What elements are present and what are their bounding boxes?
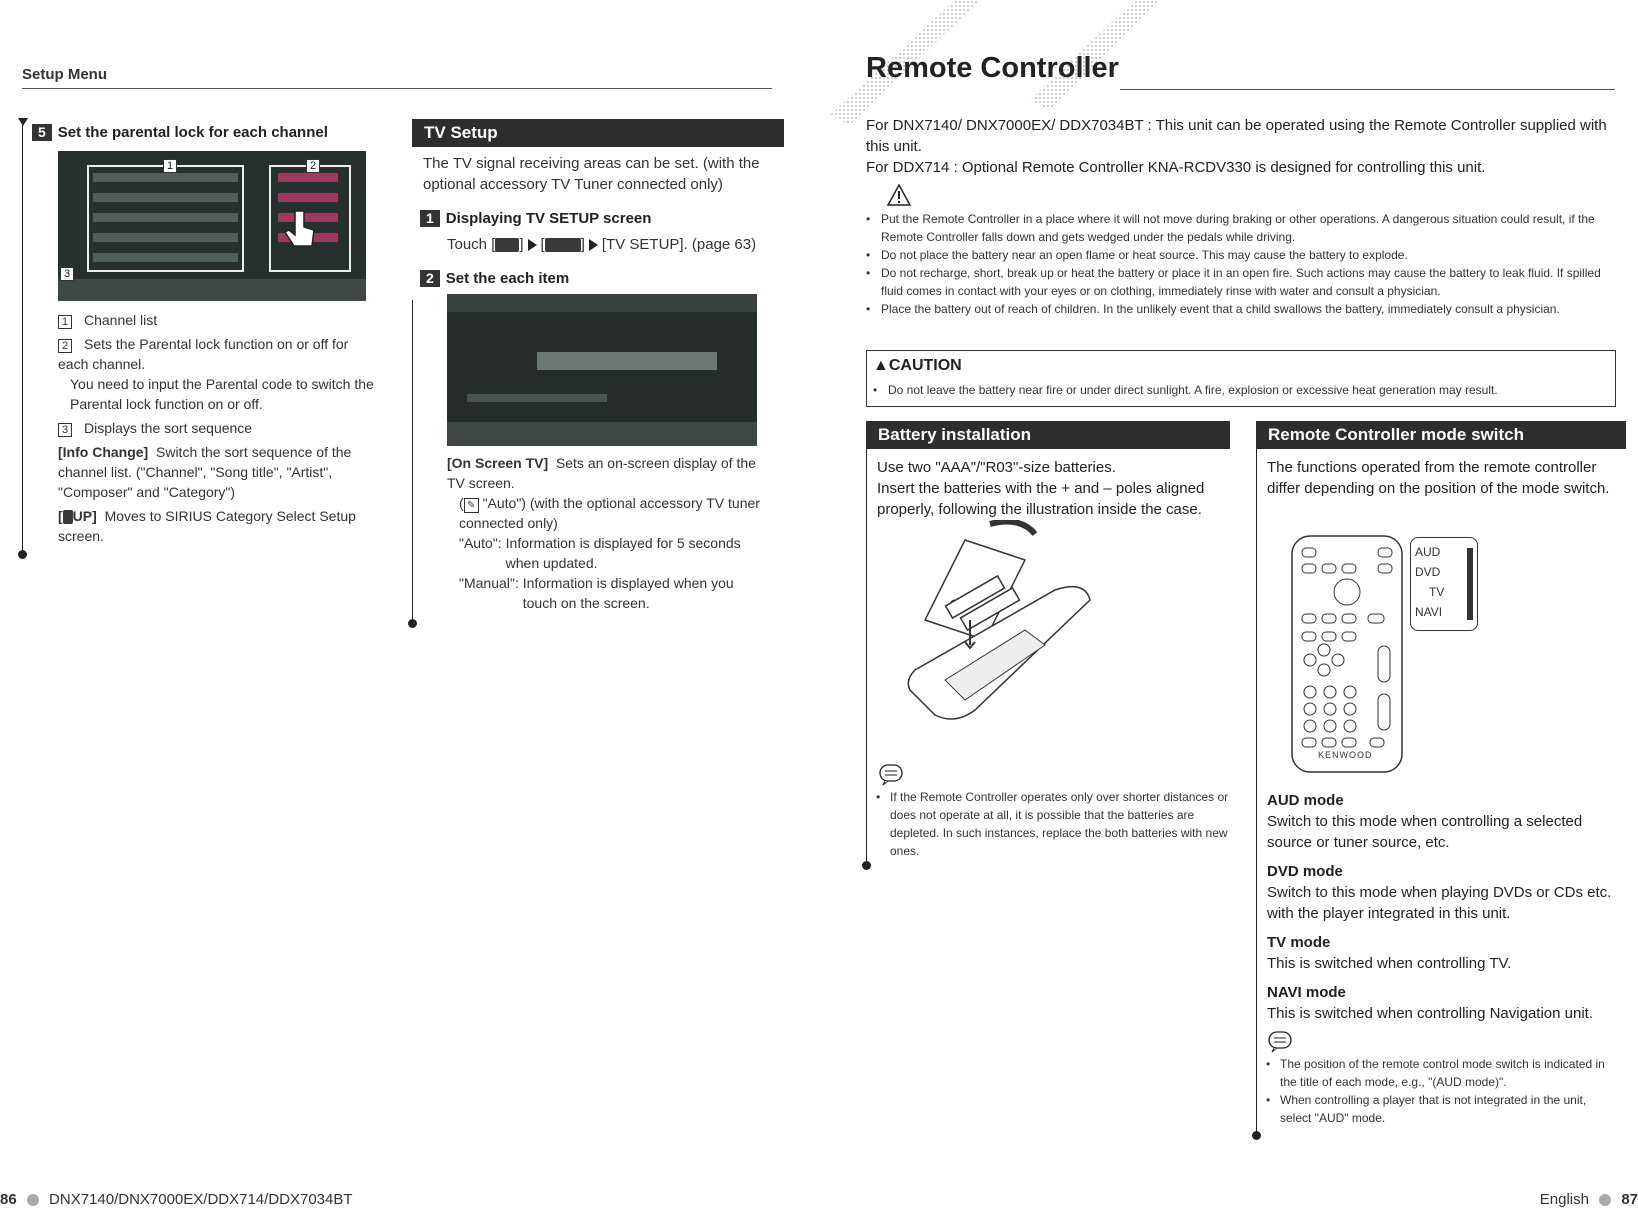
switch-label-tv: TV [1429, 585, 1445, 599]
item-list [58, 310, 380, 546]
footer-dot [27, 1194, 39, 1206]
warning-item: • Put the Remote Controller in a place where it will not move during braking or other operations. A dangerous situation could result, if the Remote Controller falls down and gets wedged under the pedals while driving. [866, 210, 1606, 246]
up-label-pre: [ [58, 508, 63, 524]
page-title: Remote Controller [866, 52, 1119, 84]
battery-text [877, 457, 1227, 520]
switch-slider [1467, 548, 1473, 620]
channel-list-screenshot [58, 151, 366, 301]
item-num: 2 [58, 339, 72, 353]
column-end-dot [862, 861, 871, 870]
mode-desc: Switch to this mode when playing DVDs or CDs etc. with the player integrated in this unit. [1267, 884, 1612, 922]
manual-desc-label: "Manual": [459, 575, 519, 591]
warning-item: • Place the battery out of reach of children. In the unlikely event that a child swallows the battery, immediately consult a physician. [866, 300, 1606, 318]
column-line [866, 440, 867, 865]
column-end-dot [408, 619, 417, 628]
page-number: 87 [1621, 1191, 1638, 1208]
tv-setup-intro: The TV signal receiving areas can be set. (with the optional accessory TV Tuner connected only) [423, 155, 760, 193]
note-icon [1267, 1029, 1293, 1053]
arrow-right-icon [528, 239, 537, 251]
channel-list-image [58, 151, 366, 301]
mode-desc: Switch to this mode when controlling a selected source or tuner source, etc. [1267, 813, 1583, 851]
auto-desc-label: "Auto": [459, 535, 502, 551]
mode-note: • When controlling a player that is not integrated in the unit, select "AUD" mode. [1266, 1091, 1616, 1127]
section-header: Setup Menu [22, 66, 107, 83]
warning-item: • Do not recharge, short, break up or heat the battery or place it in an open fire. Such actions may cause the battery to leak fluid. If spilled fluid comes in contact with your eyes or on clothing, immediately rinse with water and consult a physician. [866, 264, 1606, 300]
mode-name: NAVI mode [1267, 984, 1346, 1001]
step-title: Set the parental lock for each channel [57, 124, 328, 141]
tv-setup-screenshot [447, 294, 757, 446]
title-rule [1120, 89, 1615, 90]
column-line [1256, 440, 1257, 1138]
column-end-dot [18, 550, 27, 559]
column-end-dot [1252, 1131, 1261, 1140]
remote-brand: KENWOOD [1318, 750, 1373, 760]
edit-icon: ✎ [464, 498, 479, 513]
battery-text-1: Use two "AAA"/"R03"-size batteries. [877, 459, 1116, 476]
tv-step1-heading [420, 210, 651, 227]
battery-illustration [905, 520, 1095, 750]
switch-label-navi: NAVI [1415, 605, 1443, 619]
step-number: 1 [420, 210, 440, 227]
up-text: Moves to SIRIUS Category Select Setup screen. [58, 508, 356, 544]
on-screen-text: Sets an on-screen display of the TV screen. [447, 455, 756, 491]
caution-icon: ▲ [873, 357, 889, 374]
header-rule [22, 88, 772, 89]
mode-notes [1266, 1055, 1616, 1127]
item-num: 1 [58, 315, 72, 329]
touch-mid1: ] [519, 236, 524, 253]
auto-desc: Information is displayed for 5 seconds when updated. [505, 535, 741, 571]
language-label: English [1539, 1191, 1589, 1208]
auto-line: "Auto") (with the optional accessory TV tuner connected only) [459, 495, 760, 531]
on-screen-label: [On Screen TV] [447, 455, 549, 471]
column-line [22, 124, 23, 552]
caution-box [866, 350, 1616, 407]
intro-1: For DNX7140/ DNX7000EX/ DDX7034BT : This unit can be operated using the Remote Controller supplied with this unit. [866, 117, 1607, 155]
mode-note: • The position of the remote control mode switch is indicated in the title of each mode, e.g., "(AUD mode)". [1266, 1055, 1616, 1091]
tv-setup-image [447, 294, 757, 446]
battery-heading: Battery installation [866, 421, 1230, 449]
item-text-2: You need to input the Parental code to switch the Parental lock function on or off. [70, 376, 374, 412]
touch-post: [TV SETUP]. (page 63) [601, 236, 757, 253]
manual-desc: Information is displayed when you touch on the screen. [522, 575, 734, 611]
warning-list [866, 210, 1606, 318]
touch-mid2: [ [540, 236, 545, 253]
switch-label-dvd: DVD [1415, 565, 1441, 579]
touch-pre: Touch [ [447, 236, 496, 253]
mode-desc: This is switched when controlling TV. [1267, 955, 1512, 972]
note-icon [878, 762, 904, 786]
info-change-text: Switch the sort sequence of the channel list. ("Channel", "Song title", "Artist", "Composer" and "Category") [58, 444, 352, 500]
arrow-right-icon [589, 239, 598, 251]
callout-3: 3 [60, 267, 74, 281]
battery-note: • If the Remote Controller operates only over shorter distances or does not operate at all, it is possible that the batteries are depleted. In such instances, replace the both batteries with new ones. [876, 788, 1230, 860]
item-num: 3 [58, 423, 72, 437]
mode-name: DVD mode [1267, 863, 1343, 880]
right-footer [1540, 1191, 1638, 1208]
item-text: Channel list [84, 312, 158, 328]
touch-mid3: ] [580, 236, 585, 253]
auto-pre: ( [459, 495, 464, 511]
switch-label-aud: AUD [1415, 545, 1441, 559]
step5-marker [18, 118, 28, 126]
up-icon [63, 510, 73, 524]
info-change-label: [Info Change] [58, 444, 149, 460]
remote-intro [866, 115, 1616, 178]
warning-item: • Do not place the battery near an open flame or heat source. This may cause the battery to explode. [866, 246, 1606, 264]
menu-icon [495, 238, 519, 252]
mode-name: AUD mode [1267, 792, 1344, 809]
page-number: 86 [0, 1191, 17, 1208]
model-text: DNX7140/DNX7000EX/DDX714/DDX7034BT [49, 1191, 353, 1208]
warning-icon [886, 183, 912, 207]
footer-dot [1599, 1194, 1611, 1206]
item-text: Sets the Parental lock function on or off for each channel. [58, 336, 349, 372]
battery-text-2: Insert the batteries with the + and – poles aligned properly, following the illustration inside the case. [877, 480, 1205, 518]
mode-switch-intro: The functions operated from the remote controller differ depending on the position of the mode switch. [1267, 459, 1610, 497]
up-label: UP] [72, 508, 97, 524]
step-number: 5 [32, 124, 52, 141]
mode-name: TV mode [1267, 934, 1331, 951]
caution-text: • Do not leave the battery near fire or under direct sunlight. A fire, explosion or excessive heat generation may result. [873, 381, 1498, 399]
touch-instruction [447, 235, 777, 255]
tv-step2-heading [420, 270, 569, 287]
left-footer [0, 1191, 353, 1208]
mode-switch-heading: Remote Controller mode switch [1256, 421, 1626, 449]
caution-title: CAUTION [888, 357, 962, 374]
step5-heading [32, 124, 328, 141]
column-line [412, 300, 413, 620]
item-text: Displays the sort sequence [84, 420, 253, 436]
setup-icon [545, 238, 581, 252]
callout-1: 1 [163, 159, 177, 173]
step-title: Set the each item [445, 270, 570, 287]
on-screen-tv-desc [447, 453, 767, 613]
tv-setup-heading: TV Setup [412, 119, 784, 147]
mode-list [1267, 790, 1619, 1024]
mode-desc: This is switched when controlling Navigation unit. [1267, 1005, 1593, 1022]
step-title: Displaying TV SETUP screen [445, 210, 652, 227]
mode-switch-detail [1410, 537, 1478, 631]
intro-2: For DDX714 : Optional Remote Controller KNA-RCDV330 is designed for controlling this unit. [866, 159, 1486, 176]
step-number: 2 [420, 270, 440, 287]
remote-illustration [1290, 534, 1405, 774]
callout-2: 2 [306, 159, 320, 173]
